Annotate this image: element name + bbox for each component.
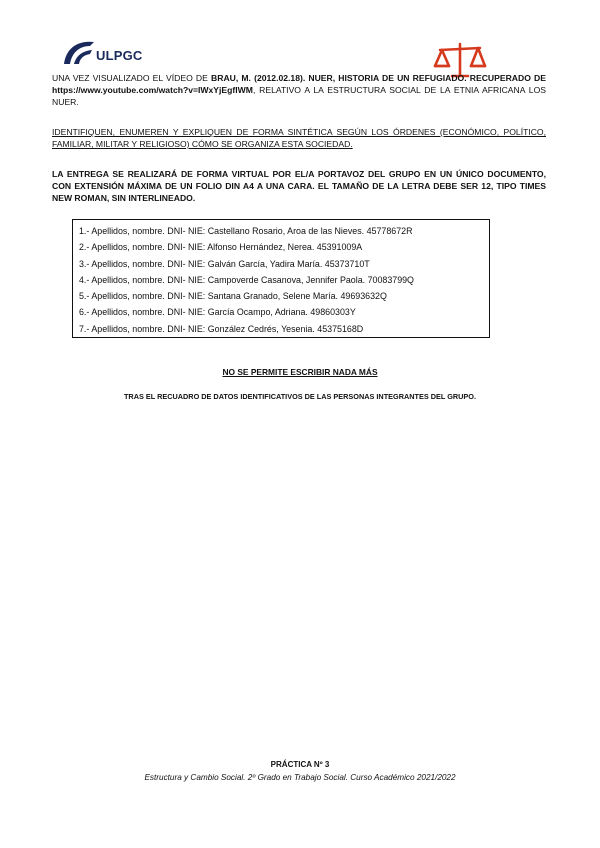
- instruction-paragraph: IDENTIFIQUEN, ENUMEREN Y EXPLIQUEN DE FORMA SINTÉTICA SEGÚN LOS ÓRDENES (ECONÓMICO, POLÍTICO, FAMILIAR, MILITAR Y RELIGIOSO) CÓMO SE ORGANIZA ESTA SOCIEDAD.: [52, 127, 546, 149]
- member-row: 7.- Apellidos, nombre. DNI- NIE: González Cedrés, Yesenia. 45375168D: [79, 323, 364, 334]
- member-row: 2.- Apellidos, nombre. DNI- NIE: Alfonso Hernández, Nerea. 45391009A: [79, 242, 363, 253]
- after-box-note: TRAS EL RECUADRO DE DATOS IDENTIFICATIVOS DE LAS PERSONAS INTEGRANTES DEL GRUPO.: [123, 392, 477, 401]
- course-subtitle: Estructura y Cambio Social. 2º Grado en Trabajo Social. Curso Académico 2021/2022: [144, 773, 456, 782]
- video-reference: BRAU, M. (2012.02.18). NUER, HISTORIA DE UN REFUGIADO. RECUPERADO DE https://www.youtube.com/watch?v=IWxYjEgflWM: [52, 73, 546, 95]
- intro-text-start: UNA VEZ VISUALIZADO EL VÍDEO DE: [52, 73, 212, 83]
- member-row: 3.- Apellidos, nombre. DNI- NIE: Galván García, Yadira María. 45373710T: [79, 258, 370, 269]
- ulpgc-logo: [60, 36, 180, 68]
- no-writing-warning: NO SE PERMITE ESCRIBIR NADA MÁS: [222, 367, 378, 377]
- practice-title: PRÁCTICA Nº 3: [270, 760, 330, 769]
- delivery-paragraph: LA ENTREGA SE REALIZARÁ DE FORMA VIRTUAL POR EL/A PORTAVOZ DEL GRUPO EN UN ÚNICO DOCUMENTO, CON EXTENSIÓN MÁXIMA DE UN FOLIO DIN A4 A UNA CARA. EL TAMAÑO DE LA LETRA DEBE SER 12, TIPO TIMES NEW ROMAN, SIN INTERLINEADO.: [52, 169, 546, 203]
- intro-paragraph: [52, 72, 546, 108]
- member-row: 4.- Apellidos, nombre. DNI- NIE: Campoverde Casanova, Jennifer Paola. 70083799Q: [79, 274, 414, 285]
- intro-text-end: , RELATIVO A LA ESTRUCTURA SOCIAL DE LA ETNIA AFRICANA LOS NUER.: [52, 85, 546, 107]
- member-row: 5.- Apellidos, nombre. DNI- NIE: Santana Granado, Selene María. 49693632Q: [79, 291, 387, 302]
- ulpgc-logo-text: ULPGC: [96, 48, 143, 63]
- group-members-box: [72, 219, 490, 338]
- member-row: 1.- Apellidos, nombre. DNI- NIE: Castellano Rosario, Aroa de las Nieves. 45778672R: [79, 226, 413, 236]
- ulpgc-emblem-icon: [60, 36, 100, 68]
- member-row: 6.- Apellidos, nombre. DNI- NIE: García Ocampo, Adriana. 49860303Y: [79, 307, 356, 318]
